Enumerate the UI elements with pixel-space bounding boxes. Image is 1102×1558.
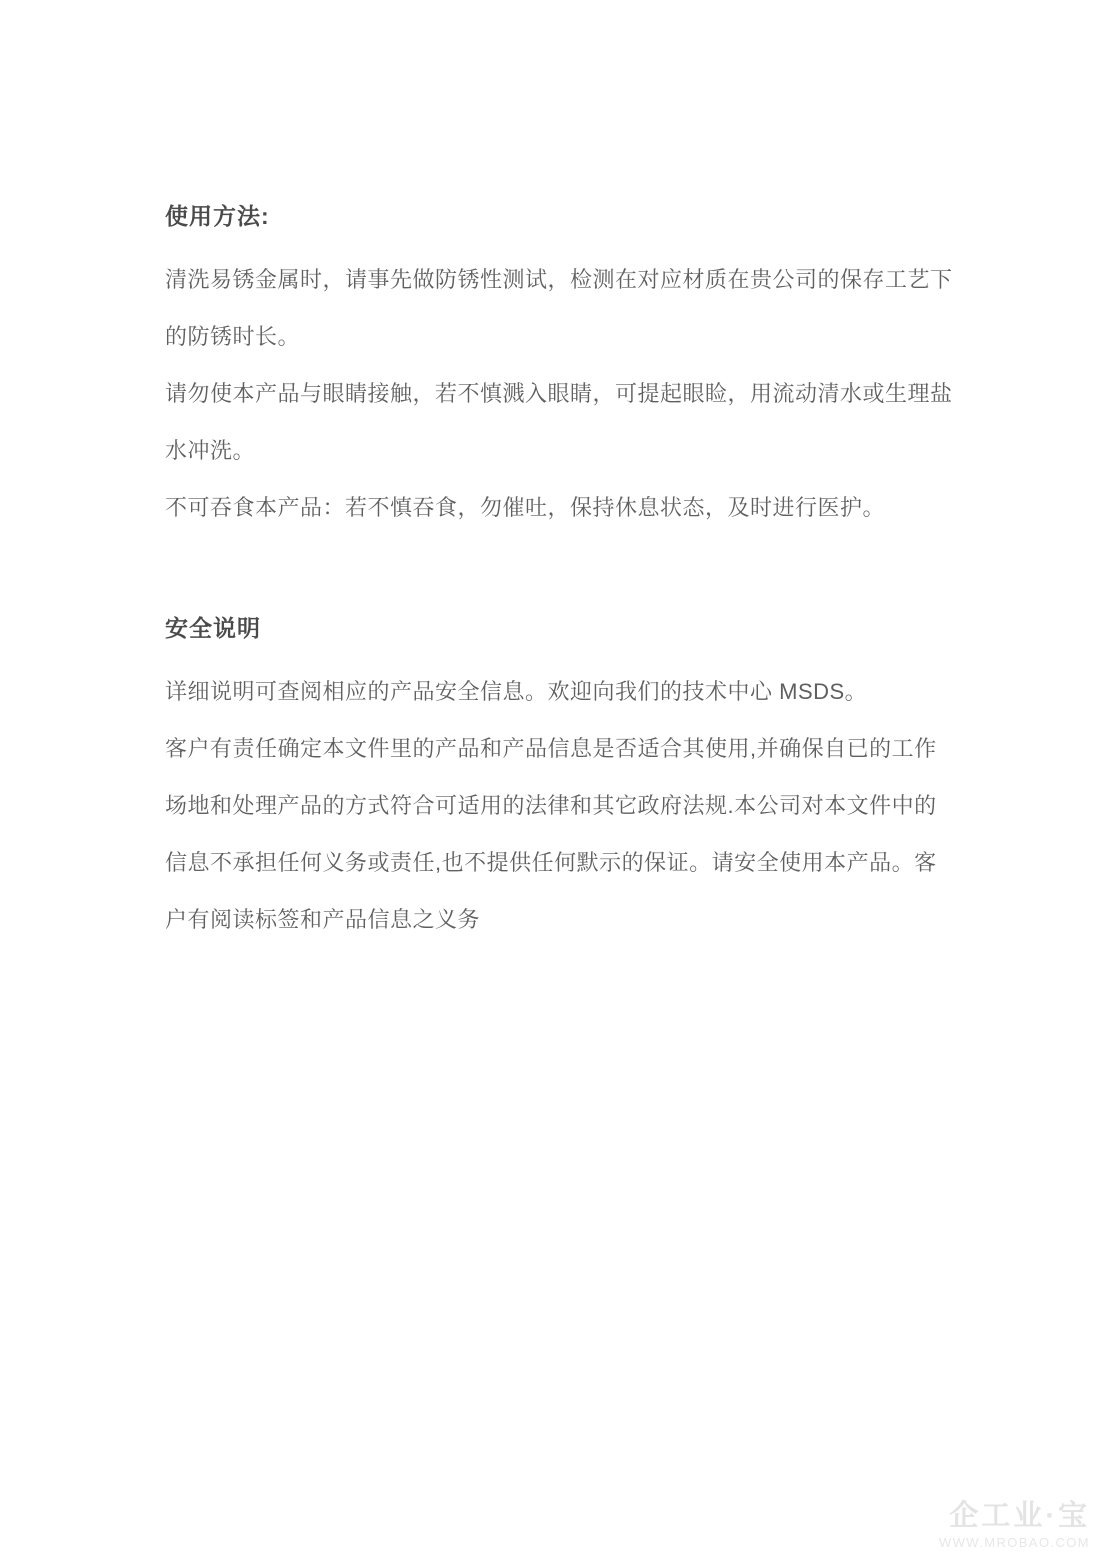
text-line: 的防锈时长。 [165,324,301,349]
text-line: 请勿使本产品与眼睛接触，若不慎溅入眼睛，可提起眼睑，用流动清水或生理盐 [165,381,953,406]
text-line: 清洗易锈金属时，请事先做防锈性测试，检测在对应材质在贵公司的保存工艺下 [165,267,953,292]
watermark-logo-text: 企工业·宝 [949,1500,1090,1533]
text-line: 客户有责任确定本文件里的产品和产品信息是否适合其使用,并确保自已的工作 [165,736,937,761]
watermark [939,1501,1090,1552]
text-line: 不可吞食本产品：若不慎吞食，勿催吐，保持休息状态，及时进行医护。 [165,495,886,520]
section-heading-safety: 安全说明 [165,615,261,641]
text-line: 详细说明可查阅相应的产品安全信息。欢迎向我们的技术中心 MSDS。 [165,679,868,704]
document-content [165,188,955,948]
text-line: 信息不承担任何义务或责任,也不提供任何默示的保证。请安全使用本产品。客 [165,850,937,875]
section-usage-instructions [165,188,955,536]
section-safety-notes [165,600,955,948]
watermark-url: WWW.MROBAO.COM [938,1535,1090,1551]
text-line: 场地和处理产品的方式符合可适用的法律和其它政府法规.本公司对本文件中的 [165,793,937,818]
section-heading-usage: 使用方法: [165,203,270,229]
text-line: 水冲洗。 [165,438,256,463]
text-line: 户有阅读标签和产品信息之义务 [165,907,481,932]
